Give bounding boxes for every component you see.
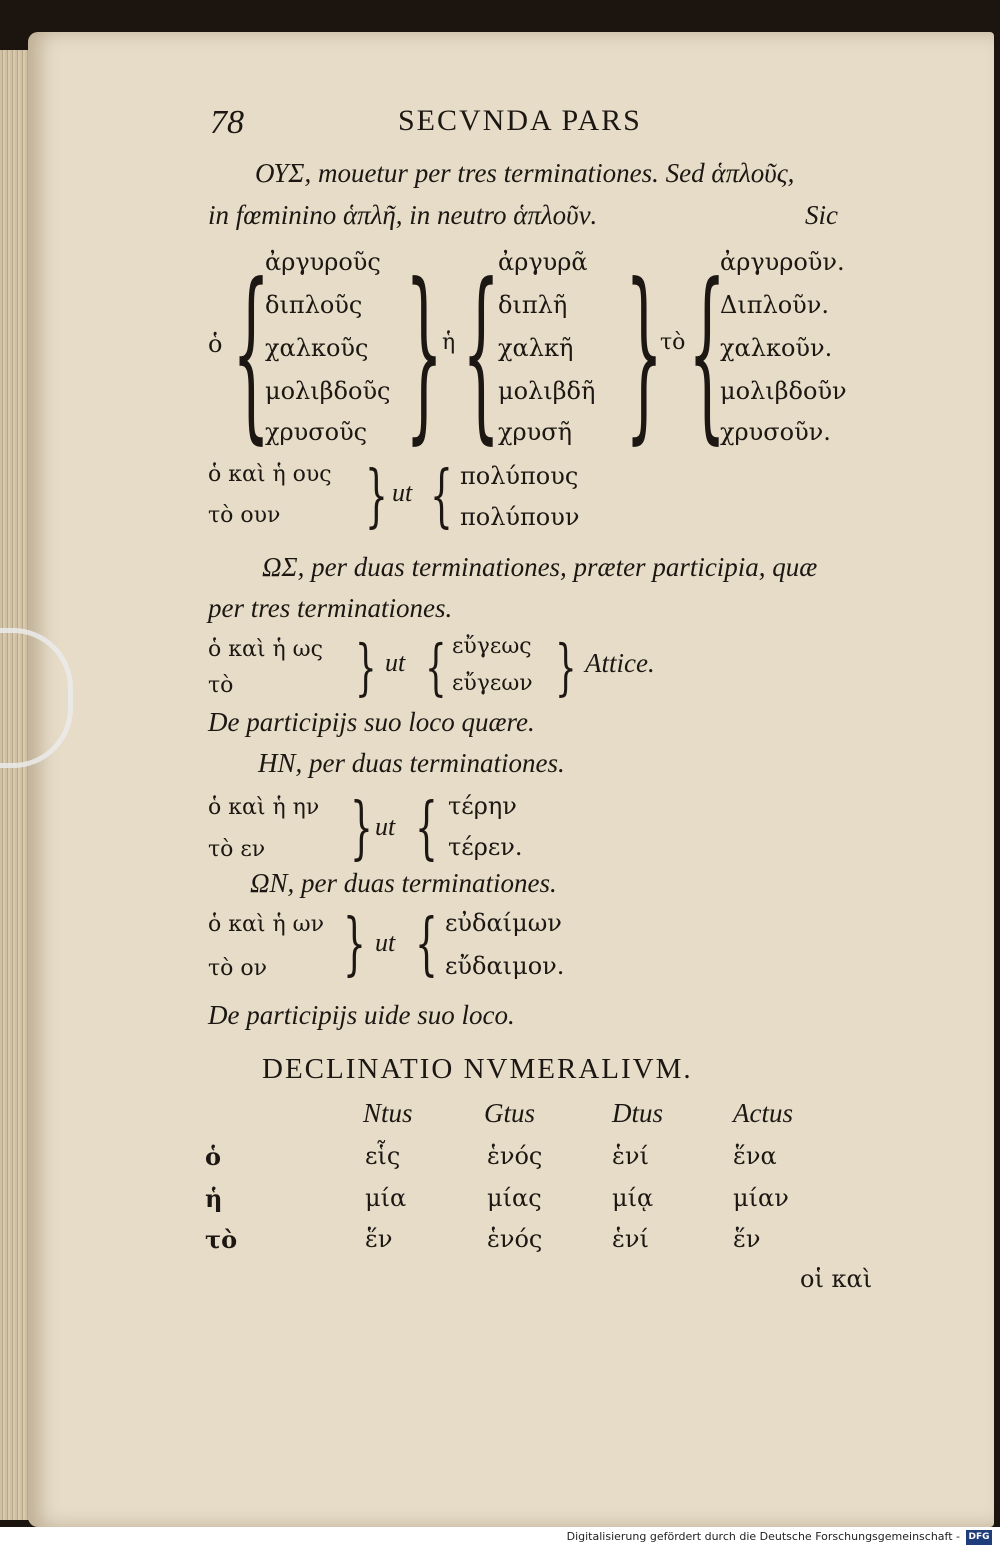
table-cell: μίαν <box>733 1184 789 1212</box>
brace-close: } <box>555 632 577 704</box>
text-line: ΟΥΣ, mouetur per tres terminationes. Sed ἁπλοῦς, <box>255 158 795 188</box>
brace-close: } <box>350 790 373 868</box>
table-cell: ἕνα <box>733 1142 777 1170</box>
example-left: ὁ καὶ ἡ ως <box>208 637 323 662</box>
brace-close: } <box>343 906 366 984</box>
brace-open: { <box>462 246 501 463</box>
table-row-article: ἡ <box>205 1184 223 1213</box>
greek-word: διπλοῦς <box>265 291 363 319</box>
brace-close: } <box>625 246 664 463</box>
example-left: τὸ <box>208 673 234 698</box>
greek-word: χαλκοῦν. <box>720 334 833 362</box>
greek-word: διπλῆ <box>498 291 568 319</box>
greek-word: χρυσοῦν. <box>720 418 831 446</box>
table-cell: μίας <box>487 1184 542 1212</box>
table-header: Actus <box>733 1098 793 1128</box>
table-cell: ἑνί <box>612 1142 649 1170</box>
text-line: De participijs suo loco quære. <box>208 707 535 737</box>
table-header: Dtus <box>612 1098 664 1128</box>
example-left: ὁ καὶ ἡ ους <box>208 462 332 487</box>
text-line: ΗΝ, per duas terminationes. <box>258 748 565 778</box>
page-number: 78 <box>210 104 244 141</box>
brace-close: } <box>405 246 444 463</box>
footer-bar <box>0 1527 1000 1549</box>
text-line: De participijs uide suo loco. <box>208 1000 515 1030</box>
text-line: per tres terminationes. <box>208 593 453 623</box>
dfg-logo: DFG <box>966 1530 992 1545</box>
example-left: ὁ καὶ ἡ ων <box>208 912 324 937</box>
example-left: ὁ καὶ ἡ ην <box>208 795 320 820</box>
example-left: τὸ εν <box>208 837 266 862</box>
table-header: Ntus <box>363 1098 413 1128</box>
greek-word: πολύπους <box>460 462 579 490</box>
table-cell: ἑνί <box>612 1225 649 1253</box>
text-line: Attice. <box>585 648 655 678</box>
table-cell: ἑνός <box>487 1225 543 1253</box>
table-cell: μία <box>365 1184 407 1212</box>
greek-word: μολιβδῆ <box>498 377 596 405</box>
greek-word: χαλκοῦς <box>265 334 369 362</box>
greek-word: χαλκῆ <box>498 334 574 362</box>
greek-word: χρυσῆ <box>498 418 573 446</box>
table-cell: ἕν <box>733 1225 761 1253</box>
greek-word: ἀργυροῦς <box>265 248 381 276</box>
text-line: ΩΝ, per duas terminationes. <box>250 868 557 898</box>
brace-open: { <box>232 246 271 463</box>
brace-open: { <box>415 906 438 984</box>
greek-word: τέρην <box>448 792 517 820</box>
brace-open: { <box>415 790 438 868</box>
example-left: τὸ ον <box>208 956 268 981</box>
table-header: Gtus <box>484 1098 536 1128</box>
greek-word: πολύπουν <box>460 503 580 531</box>
greek-word: εὔδαιμον. <box>445 952 565 980</box>
example-left: τὸ ουν <box>208 503 281 528</box>
ut-word: ut <box>375 928 396 957</box>
catchword: οἱ καὶ <box>800 1265 873 1293</box>
table-cell: εἷς <box>365 1142 401 1170</box>
text-line: ΩΣ, per duas terminationes, præter participia, quæ <box>262 552 818 582</box>
table-cell: ἕν <box>365 1225 393 1253</box>
brace-open: { <box>425 632 447 704</box>
table-cell: ἑνός <box>487 1142 543 1170</box>
greek-word: εὐδαίμων <box>445 909 562 937</box>
greek-word: χρυσοῦς <box>265 418 368 446</box>
section-heading: DECLINATIO NVMERALIVM. <box>262 1053 693 1085</box>
text-line: in fœminino ἁπλῆ, in neutro ἁπλοῦν. <box>208 200 598 230</box>
footer-text: Digitalisierung gefördert durch die Deutsche Forschungsgemeinschaft - <box>566 1530 960 1543</box>
table-row-article: τὸ <box>205 1225 238 1254</box>
article-masculine: ὁ <box>208 330 223 358</box>
ut-word: ut <box>392 478 413 507</box>
ut-word: ut <box>375 812 396 841</box>
table-cell: μίᾳ <box>612 1184 654 1212</box>
brace-open: { <box>430 458 453 536</box>
brace-close: } <box>355 632 377 704</box>
brace-close: } <box>365 458 388 536</box>
table-row-article: ὁ <box>205 1142 222 1171</box>
greek-word: εὔγεως <box>452 634 532 659</box>
greek-word: ἀργυροῦν. <box>720 248 845 276</box>
greek-word: Διπλοῦν. <box>720 291 829 319</box>
article-neuter: τὸ <box>660 330 686 355</box>
text-line: Sic <box>805 200 838 230</box>
brace-open: { <box>688 246 727 463</box>
greek-word: τέρεν. <box>448 833 523 861</box>
ut-word: ut <box>385 648 406 677</box>
greek-word: εὔγεων <box>452 671 533 696</box>
running-title: SECVNDA PARS <box>398 104 642 137</box>
article-feminine: ἡ <box>442 330 456 355</box>
greek-word: ἀργυρᾶ <box>498 248 588 276</box>
greek-word: μολιβδοῦν <box>720 377 847 405</box>
greek-word: μολιβδοῦς <box>265 377 391 405</box>
